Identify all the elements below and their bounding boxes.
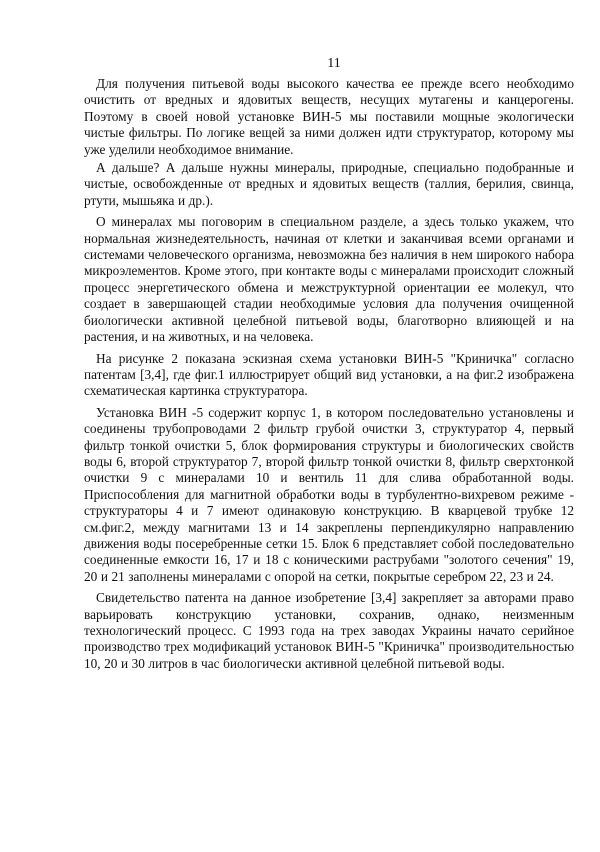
- paragraph-minerals-importance: О минералах мы поговорим в специальном разделе, а здесь только укажем, что нормальная жизнедеятельность, начиная от клетки и заканчивая всеми органами и системами человеческого организма, невозможна без наличия в нем широкого набора микроэлементов. Кроме этого, при контакте воды с минералами происходит сложный процесс энергетического обмена и межструктурной ориентации ее молекул, что создает в завершающей стадии необходимые условия дла получения очищенной биологически активной целебной питьевой воды, благотворно влияющей и на растения, и на животных, и на человека.: [84, 214, 574, 345]
- paragraph-patent-production: Свидетельство патента на данное изобретение [3,4] закрепляет за авторами право варьировать конструкцию установки, сохранив, однако, неизменным технологический процесс. С 1993 года на трех заводах Украины начато серийное производство трех модификаций установок ВИН-5 "Криничка" производительностью 10, 20 и 30 литров в час биологически активной целебной питьевой воды.: [84, 590, 574, 671]
- page-number: 11: [327, 56, 341, 71]
- paragraph-installation-design: Установка ВИН -5 содержит корпус 1, в котором последовательно установлены и соединены трубопроводами 2 фильтр грубой очистки 3, структуратор 4, первый фильтр тонкой очистки 5, блок формирования структуры и биологических свойств воды 6, второй структуратор 7, второй фильтр тонкой очистки 8, фильтр сверхтонкой очистки 9 с минералами 10 и вентиль 11 для слива обработанной воды. Приспособления для магнитной обработки воды в турбулентно-вихревом режиме - структураторы 4 и 7 имеют одинаковую конструкцию. В кварцевой трубке 12 см.фиг.2, между магнитами 13 и 14 закреплены перпендикулярно направлению движения воды посеребренные сетки 15. Блок 6 представляет собой последовательно соединенные емкости 16, 17 и 18 с коническими раструбами "золотого сечения" 19, 20 и 21 заполнены минералами с опорой на сетки, покрытые серебром 22, 23 и 24.: [84, 404, 574, 584]
- paragraph-figure-description: На рисунке 2 показана эскизная схема установки ВИН-5 "Криничка" согласно патентам [3,4], где фиг.1 иллюстрирует общий вид установки, а на фиг.2 изображена схематическая картинка структуратора.: [84, 350, 574, 399]
- paragraph-water-quality: Для получения питьевой воды высокого качества ее прежде всего необходимо очистить от вредных и ядовитых веществ, несущих мутагены и канцерогены. Поэтому в своей новой установке ВИН-5 мы поставили мощные экологически чистые фильтры. По логике вещей за ними должен идти структуратор, которому мы уже уделили необходимое внимание.: [84, 76, 574, 157]
- paragraph-minerals-question: А дальше? А дальше нужны минералы, природные, специально подобранные и чистые, освобожденные от вредных и ядовитых веществ (таллия, берилия, свинца, ртути, мышьяка и др.).: [84, 160, 574, 208]
